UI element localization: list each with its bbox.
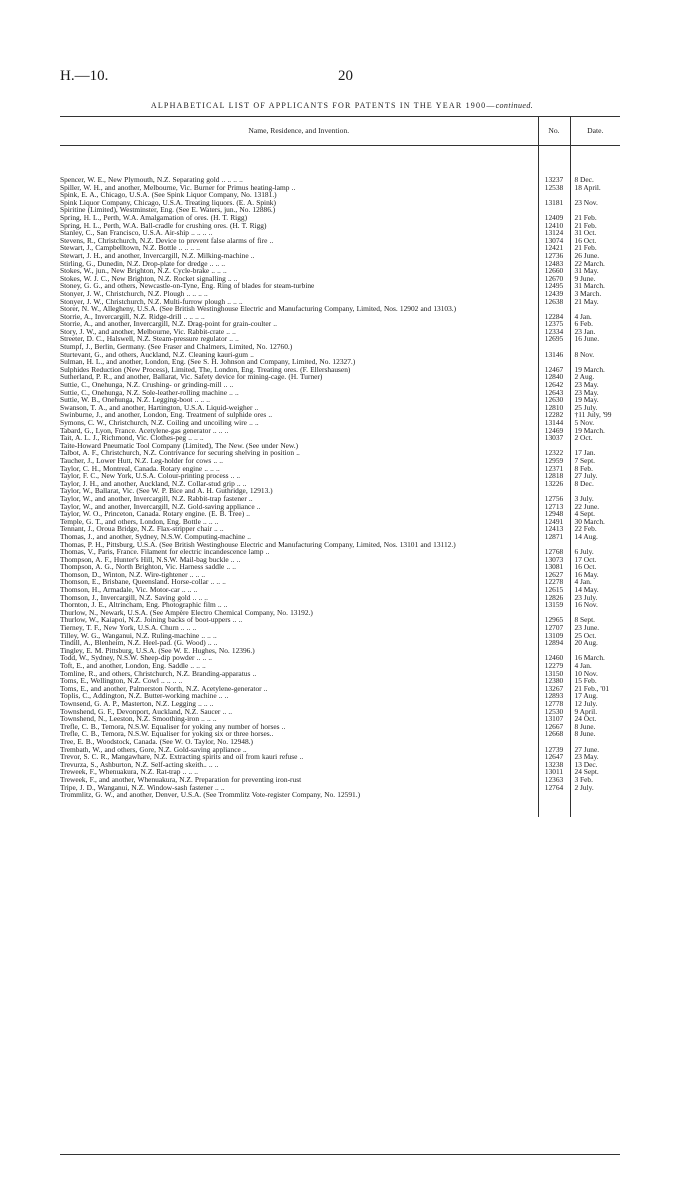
applicant-entry: Trefle, C. B., Temora, N.S.W. Equaliser for yoking six or three horses..	[60, 729, 274, 739]
application-date: 23 May.	[570, 389, 620, 397]
patent-number: 12410	[538, 222, 570, 230]
applicant-entry: Tennant, J., Oroua Bridge, N.Z. Flax-stripper chair .. ..	[60, 524, 224, 534]
application-date: 16 Nov.	[570, 601, 620, 609]
applicant-entry: Taylor, F. C., New York, U.S.A. Colour-printing process .. ..	[60, 471, 241, 481]
applicant-entry: Stewart, J., Campbelltown, N.Z. Bottle .. .. .. ..	[60, 243, 200, 253]
application-date: 2 Aug.	[570, 373, 620, 381]
application-date: 16 June.	[570, 335, 620, 343]
application-date: 10 Nov.	[570, 670, 620, 678]
applicant-entry: Trefle, C. B., Temora, N.S.W. Equaliser for yoking any number of horses ..	[60, 721, 286, 731]
application-date: 4 Sept.	[570, 510, 620, 518]
application-date: 17 Oct.	[570, 556, 620, 564]
patent-number: 12959	[538, 457, 570, 465]
application-date: 21 Feb., '01	[570, 685, 620, 693]
applicant-entry: Taylor, W., Ballarat, Vic. (See W. P. Bice and A. H. Guthridge, 12913.)	[60, 486, 273, 496]
applicant-entry: Taylor, W., and another, Invercargill, N.Z. Gold-saving appliance ..	[60, 501, 261, 511]
application-date: 16 May.	[570, 571, 620, 579]
application-date: 27 July.	[570, 472, 620, 480]
patent-number: 12538	[538, 184, 570, 192]
patent-number: 12818	[538, 472, 570, 480]
applicant-entry: Townshend, G. F., Devonport, Auckland, N.Z. Saucer .. ..	[60, 706, 233, 716]
application-date: 30 March.	[570, 518, 620, 526]
patent-number: 13073	[538, 556, 570, 564]
patent-number: 12627	[538, 571, 570, 579]
application-date: 25 Oct.	[570, 632, 620, 640]
column-header-number: No.	[538, 117, 570, 146]
patent-number: 13226	[538, 480, 570, 488]
application-date: 22 Feb.	[570, 525, 620, 533]
application-date: 6 July.	[570, 548, 620, 556]
patent-number: 12768	[538, 548, 570, 556]
applicant-entry: Talbot, A. F., Christchurch, N.Z. Contrivance for securing shelving in position ..	[60, 448, 300, 458]
application-date: 21 Feb.	[570, 214, 620, 222]
patent-number: 13267	[538, 685, 570, 693]
applicant-entry: Stanley, C., San Francisco, U.S.A. Air-ship .. .. .. ..	[60, 228, 213, 238]
application-date: 8 June.	[570, 730, 620, 738]
applicant-entry: Storrie, A., Invercargill, N.Z. Ridge-drill .. .. .. ..	[60, 311, 205, 321]
patent-number: 12615	[538, 586, 570, 594]
applicant-entry: Toplis, C., Addington, N.Z. Butter-working machine .. ..	[60, 691, 229, 701]
applicant-entry: Stonyer, J. W., Christchurch, N.Z. Multi-furrow plough .. .. ..	[60, 296, 243, 306]
applicants-table	[60, 116, 620, 817]
application-date: 21 May.	[570, 298, 620, 306]
patent-number: 13238	[538, 761, 570, 769]
applicant-entry: Spiller, W. H., and another, Melbourne, Vic. Burner for Primus heating-lamp ..	[60, 182, 296, 192]
application-date: 23 Nov.	[570, 199, 620, 207]
applicant-entry: Tingley, E. M. Pittsburg, U.S.A. (See W. E. Hughes, No. 12396.)	[60, 645, 255, 655]
page-number: 20	[338, 68, 353, 84]
applicant-entry: Temple, G. T., and others, London, Eng. Bottle .. .. ..	[60, 516, 219, 526]
document-reference-code: H.—10.	[60, 68, 109, 84]
applicant-entry: Trembath, W., and others, Gore, N.Z. Gold-saving appliance ..	[60, 744, 247, 754]
patent-number: 12778	[538, 700, 570, 708]
patent-number: 12707	[538, 624, 570, 632]
application-date: 3 July.	[570, 495, 620, 503]
application-date: 17 Aug.	[570, 692, 620, 700]
application-date: 12 July.	[570, 700, 620, 708]
patent-number: 12643	[538, 389, 570, 397]
application-date: 27 June.	[570, 746, 620, 754]
applicant-entry: Stevens, R., Christchurch, N.Z. Device to prevent false alarms of fire ..	[60, 235, 274, 245]
applicant-entry: Spring, H. L., Perth, W.A. Ball-cradle for crushing ores. (H. T. Rigg)	[60, 220, 267, 230]
patent-number: 12371	[538, 465, 570, 473]
applicant-entry: Townsend, G. A. P., Masterton, N.Z. Legging .. .. ..	[60, 698, 214, 708]
applicant-entry: Tierney, T. F., New York, U.S.A. Churn .. .. ..	[60, 623, 197, 633]
application-date: 6 Feb.	[570, 320, 620, 328]
applicant-entry: Spink, E. A., Chicago, U.S.A. (See Spink Liquor Company, No. 13181.)	[60, 190, 277, 200]
patent-number: 13109	[538, 632, 570, 640]
patent-number: 12469	[538, 427, 570, 435]
applicant-entry: Thompson, A. F., Hunter's Hill, N.S.W. Mail-bag buckle .. ..	[60, 554, 241, 564]
application-date: 23 Jan.	[570, 328, 620, 336]
application-date: 19 March.	[570, 427, 620, 435]
patent-number: 12736	[538, 252, 570, 260]
patent-number: 13124	[538, 229, 570, 237]
column-header-name: Name, Residence, and Invention.	[60, 117, 538, 146]
applicant-entry: Trevor, S. C. R., Mangawhare, N.Z. Extracting spirits and oil from kauri refuse ..	[60, 752, 304, 762]
applicant-entry: Todd, W., Sydney, N.S.W. Sheep-dip powder .. .. ..	[60, 653, 213, 663]
applicant-entry: Thomson, D., Winton, N.Z. Wire-tightener .. .. ..	[60, 569, 206, 579]
applicant-entry: Tree, E. B., Woodstock, Canada. (See W. O. Taylor, No. 12948.)	[60, 736, 253, 746]
application-date: 18 April.	[570, 184, 620, 192]
application-date: 13 Dec.	[570, 761, 620, 769]
applicant-entry: Tomline, R., and others, Christchurch, N.Z. Branding-apparatus ..	[60, 668, 257, 678]
application-date	[570, 791, 620, 799]
patent-number: 12713	[538, 503, 570, 511]
applicant-entry: Stonyer, J. W., Christchurch, N.Z. Plough .. .. .. ..	[60, 288, 208, 298]
application-date: 2 Oct.	[570, 434, 620, 442]
application-date: 5 Nov.	[570, 419, 620, 427]
applicant-entry: Thomas, J., and another, Sydney, N.S.W. Computing-machine ..	[60, 531, 251, 541]
applicant-entry: Suttie, C., Onehunga, N.Z. Sole-leather-rolling machine .. ..	[60, 387, 239, 397]
patent-number: 13107	[538, 715, 570, 723]
patent-number: 12668	[538, 730, 570, 738]
application-date: 25 July.	[570, 404, 620, 412]
applicant-entry: Tait, A. L. J., Richmond, Vic. Clothes-peg .. .. ..	[60, 433, 204, 443]
applicant-entry: Spencer, W. E., New Plymouth, N.Z. Separating gold .. .. .. ..	[60, 175, 243, 184]
application-date: 4 Jan.	[570, 313, 620, 321]
application-date: 20 Aug.	[570, 639, 620, 647]
application-date: 14 Aug.	[570, 533, 620, 541]
applicant-entry: Stoney, G. G., and others, Newcastle-on-Tyne, Eng. Ring of blades for steam-turbine	[60, 281, 315, 291]
application-date: 4 Jan.	[570, 578, 620, 586]
applicant-entry: Sulman, H. L., and another, London, Eng. (See S. H. Johnson and Company, Limited, No. 12327.)	[60, 357, 356, 367]
application-date: 4 Jan.	[570, 662, 620, 670]
application-date: 31 March.	[570, 282, 620, 290]
patent-number: 13237	[538, 176, 570, 184]
applicant-entry: Taylor, W., and another, Invercargill, N.Z. Rabbit-trap fastener ..	[60, 493, 253, 503]
patent-number: 12279	[538, 662, 570, 670]
applicant-entry: Streeter, D. C., Halswell, N.Z. Steam-pressure regulator .. ..	[60, 334, 239, 344]
table-body	[60, 146, 620, 817]
patent-number: 12363	[538, 776, 570, 784]
applicant-entry: Taylor, C. H., Montreal, Canada. Rotary engine .. .. ..	[60, 463, 220, 473]
applicant-entry: Stokes, W. J. C., New Brighton, N.Z. Rocket signalling .. ..	[60, 273, 238, 283]
patent-number: 12282	[538, 411, 570, 419]
patent-number: 12483	[538, 260, 570, 268]
application-date: 21 Feb.	[570, 222, 620, 230]
application-date: 22 June.	[570, 503, 620, 511]
application-date: 23 June.	[570, 624, 620, 632]
patent-number: 12421	[538, 244, 570, 252]
patent-number: 12334	[538, 328, 570, 336]
applicant-entry: Storrie, A., and another, Invercargill, N.Z. Drag-point for grain-coulter ..	[60, 319, 277, 329]
application-date: 8 Dec.	[570, 176, 620, 184]
application-date: 22 March.	[570, 260, 620, 268]
patent-number: 13150	[538, 670, 570, 678]
patent-number: 12439	[538, 290, 570, 298]
application-date: 8 Dec.	[570, 480, 620, 488]
table-header	[60, 117, 620, 146]
patent-number	[538, 791, 570, 799]
application-date: 9 April.	[570, 708, 620, 716]
applicant-entry: Sturtevant, G., and others, Auckland, N.Z. Cleaning kauri-gum ..	[60, 349, 254, 359]
applicant-entry: Thurlow, W., Kaiapoi, N.Z. Joining backs of boot-uppers .. ..	[60, 615, 243, 625]
applicant-entry: Stewart, J. H., and another, Invercargill, N.Z. Milking-machine ..	[60, 250, 255, 260]
applicant-entry: Thomas, P. H., Pittsburg, U.S.A. (See British Westinghouse Electric and Manufacturing Company, Limited, Nos. 13101 and 13112.)	[60, 539, 456, 549]
patent-number: 12380	[538, 677, 570, 685]
patent-number: 12965	[538, 616, 570, 624]
table-row	[60, 791, 620, 799]
applicant-entry: Spink Liquor Company, Chicago, U.S.A. Treating liquors. (E. A. Spink)	[60, 197, 276, 207]
patent-number: 12764	[538, 784, 570, 792]
applicant-entry: Stirling, G., Dunedin, N.Z. Drop-plate for dredge .. .. ..	[60, 258, 226, 268]
table-spacer-row	[60, 146, 620, 177]
patent-number: 12284	[538, 313, 570, 321]
patent-number: 12638	[538, 298, 570, 306]
patent-number: 12495	[538, 282, 570, 290]
patent-number: 12660	[538, 267, 570, 275]
applicant-entry: Taucher, J., Lower Hutt, N.Z. Leg-holder for cows .. ..	[60, 455, 223, 465]
patent-number: 12840	[538, 373, 570, 381]
patent-number: 12278	[538, 578, 570, 586]
application-date: 31 Oct.	[570, 229, 620, 237]
application-date: 8 June.	[570, 723, 620, 731]
applicant-entry: Stokes, W., jun., New Brighton, N.Z. Cycle-brake .. .. ..	[60, 266, 227, 276]
application-date: 3 Feb.	[570, 776, 620, 784]
application-date: 23 May.	[570, 753, 620, 761]
patent-number: 13011	[538, 768, 570, 776]
applicant-entry: Thomson, E., Brisbane, Queensland. Horse-collar .. .. ..	[60, 577, 226, 587]
application-date: 16 Oct.	[570, 237, 620, 245]
application-date: 31 May.	[570, 267, 620, 275]
applicant-entry: Treweek, F., and another, Whenuakura, N.Z. Preparation for preventing iron-rust	[60, 774, 302, 784]
applicant-entry: Tilley, W. G., Wanganui, N.Z. Ruling-machine .. .. ..	[60, 630, 217, 640]
application-date: 3 March.	[570, 290, 620, 298]
applicant-entry: Spiritine (Limited), Westminster, Eng. (See E. Waters, jun., No. 12886.)	[60, 205, 276, 215]
patent-number: 12647	[538, 753, 570, 761]
patent-number: 12695	[538, 335, 570, 343]
applicant-entry: Trommlitz, G. W., and another, Denver, U.S.A. (See Trommlitz Vote-register Company, No. 12591.)	[60, 790, 361, 800]
applicant-entry: Swinburne, J., and another, London, Eng. Treatment of sulphide ores ..	[60, 410, 273, 420]
column-header-date: Date.	[570, 117, 620, 146]
applicant-entry: Story, J. W., and another, Melbourne, Vic. Rabbit-crate .. ..	[60, 326, 236, 336]
patent-number: 12667	[538, 723, 570, 731]
applicant-entry: Sutherland, P. R., and another, Ballarat, Vic. Safety device for mining-cage. (H. Turner)	[60, 372, 323, 382]
patent-number: 12739	[538, 746, 570, 754]
patent-number: 12810	[538, 404, 570, 412]
application-date: 7 Sept.	[570, 457, 620, 465]
applicant-entry: Swanson, T. A., and another, Hartington, U.S.A. Liquid-weigher ..	[60, 402, 259, 412]
applicant-entry: Stumpf, J., Berlin, Germany. (See Fraser and Chalmers, Limited, No. 12760.)	[60, 342, 293, 352]
document-title	[62, 101, 622, 110]
applicant-entry: Treweek, F., Whenuakura, N.Z. Rat-trap .. .. ..	[60, 767, 198, 777]
application-date: 16 March.	[570, 654, 620, 662]
applicant-entry: Toms, E., and another, Palmerston North, N.Z. Acetylene-generator ..	[60, 683, 268, 693]
applicant-entry: Taite-Howard Pneumatic Tool Company (Limited), The New. (See under New.)	[60, 440, 299, 450]
patent-number: 12409	[538, 214, 570, 222]
applicant-entry: Symons, C. W., Christchurch, N.Z. Coiling and uncoiling wire .. ..	[60, 418, 259, 427]
application-date: 17 Jan.	[570, 449, 620, 457]
patent-number: 12530	[538, 708, 570, 716]
applicant-entry: Thurlow, N., Newark, U.S.A. (See Ampère Electro Chemical Company, No. 13192.)	[60, 607, 313, 617]
patent-number: 12460	[538, 654, 570, 662]
applicant-entry: Toms, E., Wellington, N.Z. Cowl .. .. .. ..	[60, 676, 183, 686]
application-date: 16 Oct.	[570, 563, 620, 571]
application-date: 23 May.	[570, 381, 620, 389]
applicant-entry: Thompson, A. G., North Brighton, Vic. Harness saddle .. ..	[60, 562, 236, 572]
applicant-entry: Toft, E., and another, London, Eng. Saddle .. .. ..	[60, 661, 206, 670]
application-date: 21 Feb.	[570, 244, 620, 252]
patent-number: 12756	[538, 495, 570, 503]
applicant-entry: Taylor, J. H., and another, Auckland, N.Z. Collar-stud grip .. ..	[60, 478, 247, 488]
applicant-entry: Thomas, V., Paris, France. Filament for electric incandescence lamp ..	[60, 547, 270, 557]
applicant-entry: Tabard, G., Lyon, France. Acetylene-gas generator .. .. ..	[60, 425, 229, 435]
patent-number: 13074	[538, 237, 570, 245]
application-date: 24 Sept.	[570, 768, 620, 776]
application-date: 23 July.	[570, 594, 620, 602]
patent-number: 12893	[538, 692, 570, 700]
document-title-continued: continued.	[495, 101, 534, 110]
patent-number: 13159	[538, 601, 570, 609]
page-header	[60, 68, 620, 88]
patent-number: 13181	[538, 199, 570, 207]
patent-number: 12467	[538, 366, 570, 374]
patent-number: 13037	[538, 434, 570, 442]
table-bottom-rule	[60, 1154, 620, 1155]
patent-number: 12413	[538, 525, 570, 533]
application-date: 8 Feb.	[570, 465, 620, 473]
applicant-entry: Thomson, H., Armadale, Vic. Motor-car .. .. ..	[60, 585, 198, 595]
applicant-entry: Trevurza, S., Ashburton, N.Z. Self-acting skeith.. .. ..	[60, 759, 219, 769]
application-date: 15 Feb.	[570, 677, 620, 685]
applicant-entry: Suttie, W. B., Onehunga, N.Z. Legging-boot .. .. ..	[60, 395, 210, 405]
application-date: 26 June.	[570, 252, 620, 260]
patent-number: 12642	[538, 381, 570, 389]
applicant-entry: Thomson, J., Invercargill, N.Z. Saving gold .. .. ..	[60, 592, 209, 602]
applicant-entry: Thornton, J. E., Altrincham, Eng. Photographic film .. ..	[60, 600, 228, 610]
patent-number: 13146	[538, 351, 570, 359]
applicant-entry: Suttie, C., Onehunga, N.Z. Crushing- or grinding-mill .. ..	[60, 380, 234, 390]
applicant-entry: Tripe, J. D., Wanganui, N.Z. Window-sash fastener .. ..	[60, 782, 225, 792]
application-date: 8 Sept.	[570, 616, 620, 624]
patent-number: 12670	[538, 275, 570, 283]
application-date: 8 Nov.	[570, 351, 620, 359]
table-end-row	[60, 799, 620, 817]
patent-number: 12375	[538, 320, 570, 328]
patent-number: 12871	[538, 533, 570, 541]
patent-number: 12630	[538, 396, 570, 404]
application-date: 24 Oct.	[570, 715, 620, 723]
patent-number: 13144	[538, 419, 570, 427]
applicant-entry: Storer, N. W., Allegheny, U.S.A. (See British Westinghouse Electric and Manufacturing Company, Limited, Nos. 12902 and 13103.)	[60, 304, 457, 314]
application-date: 19 March.	[570, 366, 620, 374]
patent-number: 12491	[538, 518, 570, 526]
applicant-entry: Tindill, A., Blenheim, N.Z. Heel-pad. (G. Wood) .. ..	[60, 638, 218, 648]
application-date: 14 May.	[570, 586, 620, 594]
applicant-entry: Townshend, N., Leeston, N.Z. Smoothing-iron .. .. ..	[60, 714, 217, 724]
applicant-entry: Taylor, W. O., Princeton, Canada. Rotary engine. (E. B. Tree) ..	[60, 509, 250, 519]
application-date: 9 June.	[570, 275, 620, 283]
patent-number: 12894	[538, 639, 570, 647]
patent-number: 12948	[538, 510, 570, 518]
patent-number: 12826	[538, 594, 570, 602]
patent-number: 12322	[538, 449, 570, 457]
applicant-entry: Sulphides Reduction (New Process), Limited, The, London, Eng. Treating ores. (F. Ellershausen)	[60, 364, 351, 374]
applicant-entry: Spring, H. L., Perth, W.A. Amalgamation of ores. (H. T. Rigg)	[60, 212, 248, 222]
application-date: 19 May.	[570, 396, 620, 404]
document-title-main: ALPHABETICAL LIST OF APPLICANTS FOR PATENTS IN THE YEAR 1900—	[150, 101, 496, 110]
application-date: 2 July.	[570, 784, 620, 792]
patent-number: 13081	[538, 563, 570, 571]
application-date: †11 July, '99	[570, 411, 620, 419]
